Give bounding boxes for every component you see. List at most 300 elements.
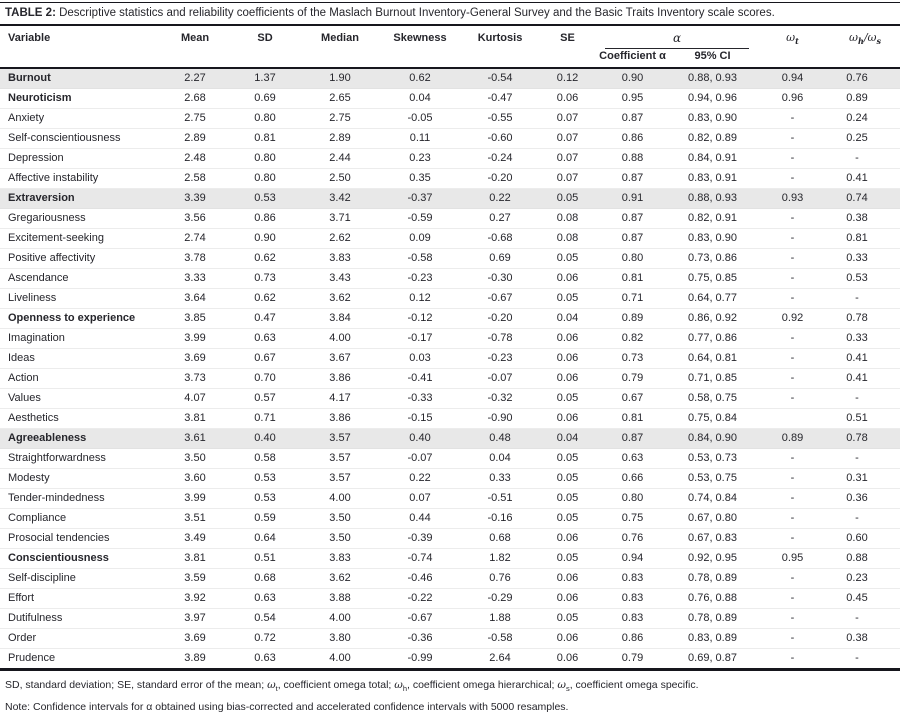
table-row <box>0 369 900 389</box>
cell-variable: Dutifulness <box>0 609 160 629</box>
cell-sd: 0.86 <box>230 209 300 229</box>
cell-ci: 0.76, 0.88 <box>670 589 755 609</box>
cell-se: 0.06 <box>540 589 595 609</box>
cell-ci: 0.86, 0.92 <box>670 309 755 329</box>
cell-skewness: 0.04 <box>380 89 460 109</box>
cell-omega-t: - <box>755 229 830 249</box>
statistics-table <box>0 26 900 671</box>
table-row <box>0 309 900 329</box>
cell-mean: 3.60 <box>160 469 230 489</box>
cell-mean: 3.89 <box>160 649 230 670</box>
cell-variable: Aesthetics <box>0 409 160 429</box>
cell-variable: Effort <box>0 589 160 609</box>
cell-omega-hs: - <box>830 149 900 169</box>
cell-variable: Positive affectivity <box>0 249 160 269</box>
cell-skewness: -0.17 <box>380 329 460 349</box>
col-header-variable: Variable <box>8 32 51 44</box>
cell-coefficient-alpha: 0.86 <box>595 129 670 149</box>
cell-mean: 3.51 <box>160 509 230 529</box>
cell-sd: 0.73 <box>230 269 300 289</box>
table-row <box>0 329 900 349</box>
cell-kurtosis: -0.24 <box>460 149 540 169</box>
cell-omega-hs: 0.45 <box>830 589 900 609</box>
cell-omega-hs: 0.60 <box>830 529 900 549</box>
cell-median: 3.86 <box>300 409 380 429</box>
cell-skewness: 0.03 <box>380 349 460 369</box>
cell-omega-t: 0.93 <box>755 189 830 209</box>
cell-omega-hs: 0.41 <box>830 349 900 369</box>
table-row <box>0 549 900 569</box>
cell-variable: Self-discipline <box>0 569 160 589</box>
cell-omega-hs: 0.53 <box>830 269 900 289</box>
table-row <box>0 349 900 369</box>
table-title-text: Descriptive statistics and reliability coefficients of the Maslach Burnout Inventory-General Survey and the Basic Traits Inventory scale scores. <box>55 7 775 19</box>
cell-skewness: -0.36 <box>380 629 460 649</box>
table-row <box>0 449 900 469</box>
table-row <box>0 129 900 149</box>
cell-skewness: -0.22 <box>380 589 460 609</box>
table-row <box>0 68 900 89</box>
cell-mean: 3.39 <box>160 189 230 209</box>
table-row <box>0 109 900 129</box>
cell-variable: Action <box>0 369 160 389</box>
cell-omega-hs: 0.41 <box>830 369 900 389</box>
cell-variable: Prosocial tendencies <box>0 529 160 549</box>
cell-kurtosis: -0.60 <box>460 129 540 149</box>
cell-skewness: -0.41 <box>380 369 460 389</box>
cell-coefficient-alpha: 0.91 <box>595 189 670 209</box>
cell-mean: 3.69 <box>160 349 230 369</box>
cell-kurtosis: -0.20 <box>460 169 540 189</box>
table-row <box>0 489 900 509</box>
cell-coefficient-alpha: 0.83 <box>595 609 670 629</box>
cell-omega-hs: 0.74 <box>830 189 900 209</box>
cell-sd: 0.53 <box>230 469 300 489</box>
cell-variable: Burnout <box>0 68 160 89</box>
cell-omega-t: - <box>755 129 830 149</box>
cell-coefficient-alpha: 0.75 <box>595 509 670 529</box>
cell-sd: 0.64 <box>230 529 300 549</box>
cell-omega-t: - <box>755 329 830 349</box>
cell-ci: 0.82, 0.89 <box>670 129 755 149</box>
cell-skewness: 0.40 <box>380 429 460 449</box>
text-fragment: SD, standard deviation; SE, standard error of the mean; <box>5 679 268 691</box>
table-row <box>0 169 900 189</box>
cell-kurtosis: -0.67 <box>460 289 540 309</box>
cell-coefficient-alpha: 0.87 <box>595 429 670 449</box>
footnote-abbreviations <box>5 676 900 698</box>
cell-ci: 0.67, 0.80 <box>670 509 755 529</box>
cell-ci: 0.84, 0.90 <box>670 429 755 449</box>
cell-omega-t: 0.95 <box>755 549 830 569</box>
omega-t-subscript: t <box>795 36 799 47</box>
cell-mean: 3.99 <box>160 489 230 509</box>
cell-se: 0.06 <box>540 529 595 549</box>
cell-ci: 0.53, 0.73 <box>670 449 755 469</box>
cell-variable: Anxiety <box>0 109 160 129</box>
col-header-alpha-group <box>595 26 755 49</box>
cell-skewness: -0.12 <box>380 309 460 329</box>
cell-variable: Openness to experience <box>0 309 160 329</box>
omega-symbol: ω <box>849 31 858 44</box>
cell-ci: 0.74, 0.84 <box>670 489 755 509</box>
col-header-omega-hs <box>830 26 900 68</box>
cell-mean: 2.68 <box>160 89 230 109</box>
cell-kurtosis: -0.23 <box>460 349 540 369</box>
cell-sd: 0.53 <box>230 489 300 509</box>
cell-coefficient-alpha: 0.79 <box>595 649 670 670</box>
cell-omega-hs: 0.41 <box>830 169 900 189</box>
cell-mean: 2.58 <box>160 169 230 189</box>
cell-variable: Prudence <box>0 649 160 670</box>
cell-kurtosis: -0.68 <box>460 229 540 249</box>
cell-omega-hs: 0.24 <box>830 109 900 129</box>
cell-se: 0.05 <box>540 549 595 569</box>
cell-coefficient-alpha: 0.67 <box>595 389 670 409</box>
cell-variable: Ascendance <box>0 269 160 289</box>
subscript: s <box>565 684 570 694</box>
cell-median: 3.62 <box>300 289 380 309</box>
cell-sd: 0.57 <box>230 389 300 409</box>
cell-ci: 0.78, 0.89 <box>670 569 755 589</box>
table-row <box>0 189 900 209</box>
cell-kurtosis: -0.54 <box>460 68 540 89</box>
cell-sd: 0.51 <box>230 549 300 569</box>
footnotes <box>0 671 900 717</box>
cell-se: 0.06 <box>540 349 595 369</box>
cell-kurtosis: -0.07 <box>460 369 540 389</box>
table-row <box>0 229 900 249</box>
cell-sd: 0.72 <box>230 629 300 649</box>
cell-variable: Straightforwardness <box>0 449 160 469</box>
cell-skewness: 0.35 <box>380 169 460 189</box>
cell-coefficient-alpha: 0.94 <box>595 549 670 569</box>
cell-se: 0.07 <box>540 169 595 189</box>
table-row <box>0 529 900 549</box>
cell-skewness: 0.44 <box>380 509 460 529</box>
table-header <box>0 26 900 68</box>
table-row <box>0 509 900 529</box>
cell-se: 0.12 <box>540 68 595 89</box>
cell-se: 0.05 <box>540 249 595 269</box>
cell-omega-t: - <box>755 509 830 529</box>
cell-ci: 0.69, 0.87 <box>670 649 755 670</box>
text-fragment: ω <box>267 679 276 691</box>
cell-omega-t: - <box>755 389 830 409</box>
table-title <box>0 3 900 26</box>
cell-coefficient-alpha: 0.63 <box>595 449 670 469</box>
omega-symbol: ω <box>867 31 877 44</box>
cell-variable: Tender-mindedness <box>0 489 160 509</box>
cell-median: 3.84 <box>300 309 380 329</box>
cell-median: 2.62 <box>300 229 380 249</box>
text-fragment: ω <box>557 679 566 691</box>
table-row <box>0 269 900 289</box>
cell-ci: 0.78, 0.89 <box>670 609 755 629</box>
cell-sd: 0.62 <box>230 249 300 269</box>
cell-ci: 0.58, 0.75 <box>670 389 755 409</box>
cell-se: 0.05 <box>540 469 595 489</box>
cell-skewness: -0.74 <box>380 549 460 569</box>
cell-se: 0.06 <box>540 369 595 389</box>
cell-omega-hs: 0.88 <box>830 549 900 569</box>
cell-omega-hs: - <box>830 449 900 469</box>
cell-median: 4.00 <box>300 329 380 349</box>
cell-median: 3.57 <box>300 449 380 469</box>
cell-kurtosis: 0.76 <box>460 569 540 589</box>
cell-sd: 0.59 <box>230 509 300 529</box>
cell-coefficient-alpha: 0.80 <box>595 249 670 269</box>
cell-sd: 0.63 <box>230 649 300 670</box>
cell-variable: Self-conscientiousness <box>0 129 160 149</box>
cell-variable: Extraversion <box>0 189 160 209</box>
cell-coefficient-alpha: 0.95 <box>595 89 670 109</box>
cell-median: 3.50 <box>300 509 380 529</box>
cell-variable: Agreeableness <box>0 429 160 449</box>
cell-omega-t <box>755 409 830 429</box>
cell-median: 2.50 <box>300 169 380 189</box>
text-fragment: , coefficient omega total; <box>277 679 395 691</box>
cell-se: 0.05 <box>540 609 595 629</box>
cell-se: 0.05 <box>540 189 595 209</box>
cell-median: 4.17 <box>300 389 380 409</box>
cell-se: 0.06 <box>540 89 595 109</box>
cell-skewness: -0.58 <box>380 249 460 269</box>
cell-omega-hs: 0.36 <box>830 489 900 509</box>
cell-se: 0.06 <box>540 629 595 649</box>
cell-median: 2.89 <box>300 129 380 149</box>
cell-ci: 0.92, 0.95 <box>670 549 755 569</box>
cell-omega-t: 0.89 <box>755 429 830 449</box>
cell-se: 0.04 <box>540 429 595 449</box>
cell-mean: 3.69 <box>160 629 230 649</box>
cell-sd: 0.69 <box>230 89 300 109</box>
cell-variable: Conscientiousness <box>0 549 160 569</box>
cell-median: 3.83 <box>300 249 380 269</box>
cell-skewness: 0.22 <box>380 469 460 489</box>
omega-h-subscript: h <box>857 36 864 47</box>
cell-omega-hs: 0.78 <box>830 309 900 329</box>
cell-skewness: -0.99 <box>380 649 460 670</box>
cell-omega-hs: 0.23 <box>830 569 900 589</box>
cell-mean: 3.78 <box>160 249 230 269</box>
cell-variable: Values <box>0 389 160 409</box>
table-row <box>0 89 900 109</box>
cell-mean: 2.89 <box>160 129 230 149</box>
cell-omega-t: - <box>755 369 830 389</box>
cell-kurtosis: 0.48 <box>460 429 540 449</box>
table-row <box>0 409 900 429</box>
table-row <box>0 649 900 670</box>
cell-median: 3.67 <box>300 349 380 369</box>
cell-median: 3.57 <box>300 429 380 449</box>
cell-skewness: -0.39 <box>380 529 460 549</box>
cell-coefficient-alpha: 0.76 <box>595 529 670 549</box>
cell-median: 1.90 <box>300 68 380 89</box>
cell-mean: 3.59 <box>160 569 230 589</box>
cell-omega-t: - <box>755 609 830 629</box>
alpha-symbol: α <box>672 31 682 45</box>
cell-coefficient-alpha: 0.87 <box>595 229 670 249</box>
cell-mean: 3.61 <box>160 429 230 449</box>
cell-ci: 0.83, 0.90 <box>670 229 755 249</box>
cell-variable: Liveliness <box>0 289 160 309</box>
footnote-note: Note: Confidence intervals for α obtained using bias-corrected and accelerated confidence intervals with 5000 resamples. <box>5 701 569 714</box>
cell-median: 3.88 <box>300 589 380 609</box>
cell-mean: 2.75 <box>160 109 230 129</box>
subscript: h <box>402 684 407 694</box>
cell-sd: 0.71 <box>230 409 300 429</box>
cell-omega-t: - <box>755 629 830 649</box>
cell-sd: 0.63 <box>230 329 300 349</box>
table-title-label: TABLE 2: <box>5 7 56 19</box>
cell-median: 2.75 <box>300 109 380 129</box>
table-row <box>0 389 900 409</box>
subscript: t <box>275 684 278 694</box>
cell-median: 2.65 <box>300 89 380 109</box>
cell-mean: 2.48 <box>160 149 230 169</box>
cell-skewness: -0.07 <box>380 449 460 469</box>
cell-skewness: -0.59 <box>380 209 460 229</box>
cell-coefficient-alpha: 0.86 <box>595 629 670 649</box>
cell-coefficient-alpha: 0.83 <box>595 589 670 609</box>
table-row <box>0 609 900 629</box>
cell-kurtosis: -0.51 <box>460 489 540 509</box>
cell-mean: 3.33 <box>160 269 230 289</box>
cell-mean: 3.97 <box>160 609 230 629</box>
cell-kurtosis: 0.27 <box>460 209 540 229</box>
cell-median: 4.00 <box>300 649 380 670</box>
cell-mean: 4.07 <box>160 389 230 409</box>
cell-omega-hs: 0.31 <box>830 469 900 489</box>
cell-median: 3.43 <box>300 269 380 289</box>
cell-coefficient-alpha: 0.88 <box>595 149 670 169</box>
cell-sd: 0.80 <box>230 169 300 189</box>
cell-skewness: -0.33 <box>380 389 460 409</box>
cell-coefficient-alpha: 0.89 <box>595 309 670 329</box>
cell-omega-t: - <box>755 349 830 369</box>
cell-ci: 0.64, 0.81 <box>670 349 755 369</box>
cell-mean: 3.50 <box>160 449 230 469</box>
cell-omega-t: 0.92 <box>755 309 830 329</box>
cell-skewness: 0.07 <box>380 489 460 509</box>
table-row <box>0 149 900 169</box>
cell-median: 3.71 <box>300 209 380 229</box>
cell-omega-hs: - <box>830 509 900 529</box>
cell-kurtosis: 1.88 <box>460 609 540 629</box>
cell-ci: 0.75, 0.84 <box>670 409 755 429</box>
cell-variable: Depression <box>0 149 160 169</box>
cell-omega-hs: 0.78 <box>830 429 900 449</box>
cell-median: 3.57 <box>300 469 380 489</box>
cell-sd: 1.37 <box>230 68 300 89</box>
cell-median: 3.80 <box>300 629 380 649</box>
cell-skewness: 0.23 <box>380 149 460 169</box>
cell-variable: Imagination <box>0 329 160 349</box>
cell-mean: 3.64 <box>160 289 230 309</box>
cell-ci: 0.94, 0.96 <box>670 89 755 109</box>
cell-omega-t: - <box>755 289 830 309</box>
cell-median: 4.00 <box>300 489 380 509</box>
cell-omega-hs: 0.51 <box>830 409 900 429</box>
table-row <box>0 249 900 269</box>
cell-sd: 0.63 <box>230 589 300 609</box>
cell-variable: Affective instability <box>0 169 160 189</box>
col-header-ci: 95% CI <box>694 50 731 62</box>
cell-skewness: -0.46 <box>380 569 460 589</box>
cell-ci: 0.83, 0.91 <box>670 169 755 189</box>
cell-omega-t: - <box>755 589 830 609</box>
cell-coefficient-alpha: 0.80 <box>595 489 670 509</box>
cell-coefficient-alpha: 0.87 <box>595 169 670 189</box>
cell-se: 0.08 <box>540 209 595 229</box>
header-row-1 <box>0 26 900 49</box>
cell-coefficient-alpha: 0.90 <box>595 68 670 89</box>
cell-se: 0.08 <box>540 229 595 249</box>
cell-sd: 0.58 <box>230 449 300 469</box>
cell-kurtosis: -0.32 <box>460 389 540 409</box>
col-header-skewness: Skewness <box>393 32 447 44</box>
cell-kurtosis: 0.68 <box>460 529 540 549</box>
cell-se: 0.05 <box>540 389 595 409</box>
cell-se: 0.06 <box>540 649 595 670</box>
cell-variable: Neuroticism <box>0 89 160 109</box>
table-row <box>0 629 900 649</box>
cell-coefficient-alpha: 0.83 <box>595 569 670 589</box>
cell-mean: 3.81 <box>160 409 230 429</box>
table-row <box>0 289 900 309</box>
cell-kurtosis: -0.16 <box>460 509 540 529</box>
cell-omega-t: - <box>755 489 830 509</box>
cell-mean: 3.99 <box>160 329 230 349</box>
cell-omega-t: 0.96 <box>755 89 830 109</box>
cell-omega-t: - <box>755 469 830 489</box>
cell-median: 3.83 <box>300 549 380 569</box>
cell-kurtosis: 2.64 <box>460 649 540 670</box>
cell-kurtosis: -0.55 <box>460 109 540 129</box>
cell-coefficient-alpha: 0.81 <box>595 409 670 429</box>
cell-omega-hs: 0.38 <box>830 209 900 229</box>
cell-mean: 3.81 <box>160 549 230 569</box>
cell-sd: 0.54 <box>230 609 300 629</box>
cell-coefficient-alpha: 0.87 <box>595 209 670 229</box>
cell-skewness: -0.05 <box>380 109 460 129</box>
cell-coefficient-alpha: 0.87 <box>595 109 670 129</box>
col-header-coefficient-alpha: Coefficient α <box>599 50 666 62</box>
cell-se: 0.06 <box>540 569 595 589</box>
cell-omega-hs: 0.76 <box>830 68 900 89</box>
table-row <box>0 469 900 489</box>
cell-se: 0.06 <box>540 409 595 429</box>
table-figure <box>0 2 900 717</box>
cell-kurtosis: -0.78 <box>460 329 540 349</box>
cell-omega-hs: 0.33 <box>830 329 900 349</box>
cell-mean: 2.27 <box>160 68 230 89</box>
cell-kurtosis: -0.29 <box>460 589 540 609</box>
cell-variable: Compliance <box>0 509 160 529</box>
cell-kurtosis: 0.69 <box>460 249 540 269</box>
cell-omega-hs: 0.38 <box>830 629 900 649</box>
omega-symbol: ω <box>786 31 796 44</box>
table-row <box>0 209 900 229</box>
cell-skewness: -0.67 <box>380 609 460 629</box>
cell-ci: 0.82, 0.91 <box>670 209 755 229</box>
cell-kurtosis: 0.33 <box>460 469 540 489</box>
cell-se: 0.05 <box>540 509 595 529</box>
cell-skewness: 0.09 <box>380 229 460 249</box>
cell-kurtosis: -0.58 <box>460 629 540 649</box>
cell-omega-hs: 0.33 <box>830 249 900 269</box>
